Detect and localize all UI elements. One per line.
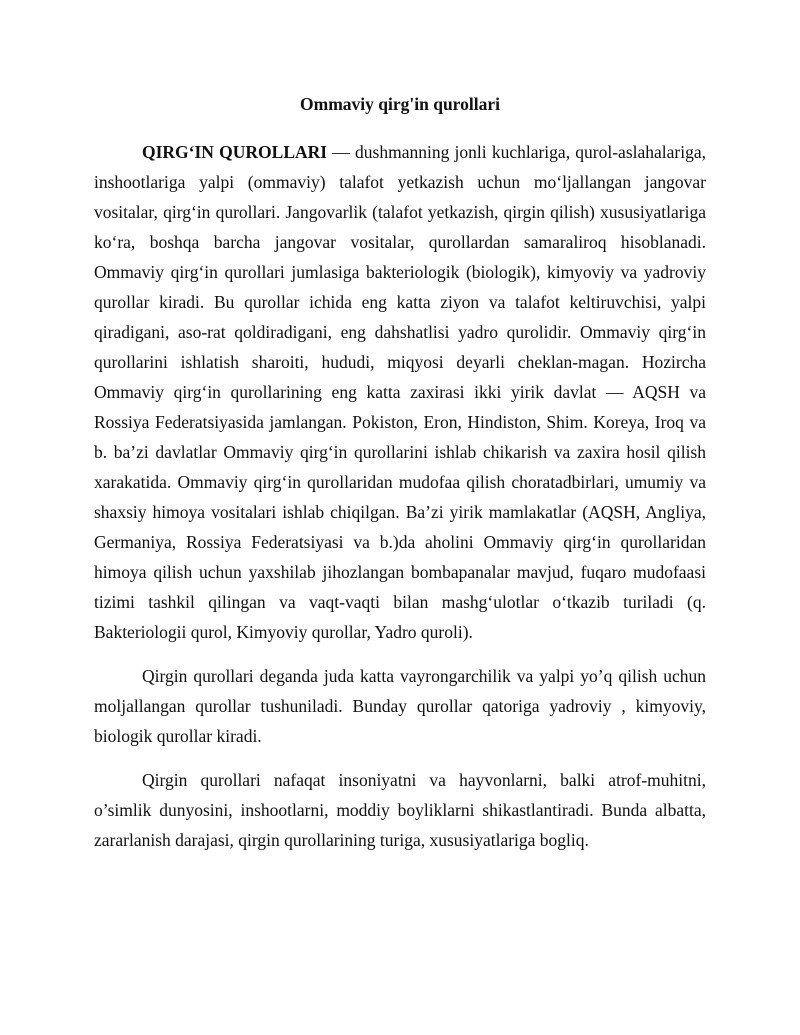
document-body bbox=[94, 137, 706, 869]
lead-term: QIRG‘IN QUROLLARI bbox=[142, 142, 328, 162]
paragraph-1-text: — dushmanning jonli kuchlariga, qurol-aslahalariga, inshootlariga yalpi (ommaviy) talafot yetkazish uchun mo‘ljallangan jangovar vositalar, qirg‘in qurollari. Jangovarlik (talafot yetkazish, qirgin qilish) xususiyatlariga ko‘ra, boshqa barcha jangovar vositalar, qurollardan samaraliroq hisoblanadi. Ommaviy qirg‘in qurollari jumlasiga bakteriologik (biologik), kimyoviy va yadroviy qurollar kiradi. Bu qurollar ichida eng katta ziyon va talafot keltiruvchisi, yalpi qiradigani, aso-rat qoldiradigani, eng dahshatlisi yadro qurolidir. Ommaviy qirg‘in qurollarini ishlatish sharoiti, hududi, miqyosi deyarli cheklan-magan. Hozircha Ommaviy qirg‘in qurollarining eng katta zaxirasi ikki yirik davlat — AQSH va Rossiya Federatsiyasida jamlangan. Pokiston, Eron, Hindiston, Shim. Koreya, Iroq va b. ba’zi davlatlar Ommaviy qirg‘in qurollarini ishlab chikarish va zaxira hosil qilish xarakatida. Ommaviy qirg‘in qurollaridan mudofaa qilish choratadbirlari, umumiy va shaxsiy himoya vositalari ishlab chiqilgan. Ba’zi yirik mamlakatlar (AQSH, Angliya, Germaniya, Rossiya Federatsiyasi va b.)da aholini Ommaviy qirg‘in qurollaridan himoya qilish uchun yaxshilab jihozlangan bombapanalar mavjud, fuqaro mudofaasi tizimi tashkil qilingan va vaqt-vaqti bilan mashg‘ulotlar o‘tkazib turiladi (q. Bakteriologii qurol, Kimyoviy qurollar, Yadro quroli). bbox=[94, 142, 706, 642]
paragraph-3: Qirgin qurollari nafaqat insoniyatni va hayvonlarni, balki atrof-muhitni, o’simlik dunyosini, inshootlarni, moddiy boyliklarni shikastlantiradi. Bunda albatta, zararlanish darajasi, qirgin qurollarining turiga, xususiyatlariga bogliq. bbox=[94, 770, 706, 850]
document-title: Ommaviy qirg'in qurollari bbox=[300, 94, 500, 114]
paragraph-1 bbox=[94, 137, 706, 647]
paragraph-2: Qirgin qurollari deganda juda katta vayrongarchilik va yalpi yo’q qilish uchun moljallangan qurollar tushuniladi. Bunday qurollar qatoriga yadroviy , kimyoviy, biologik qurollar kiradi. bbox=[94, 666, 706, 746]
